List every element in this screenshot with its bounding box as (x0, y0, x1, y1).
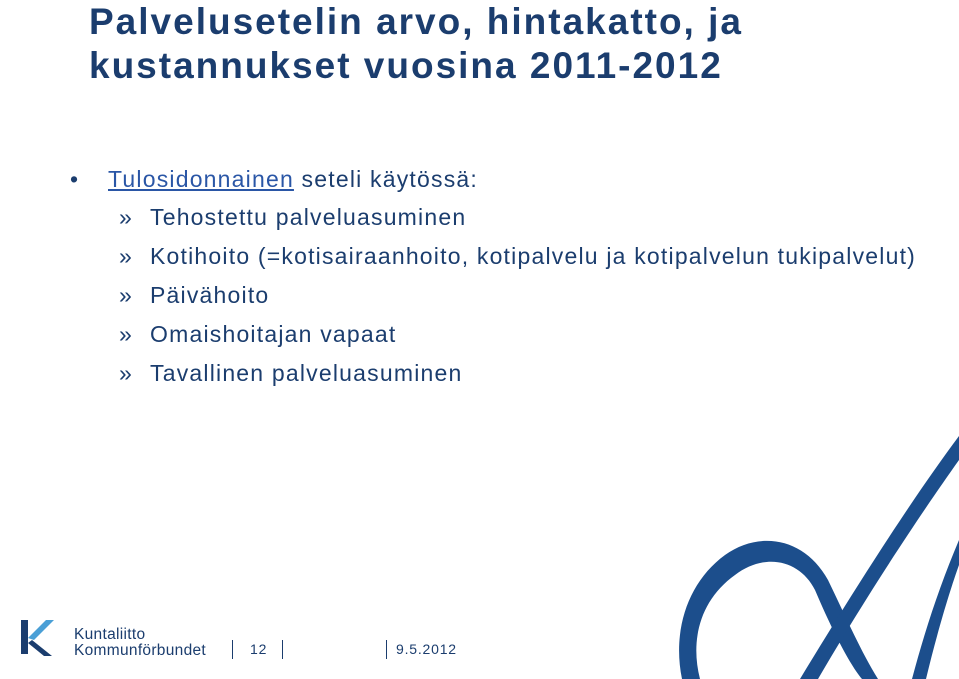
sub-item-label: Tavallinen palveluasuminen (150, 360, 463, 386)
footer-divider (282, 640, 283, 659)
sub-item (70, 279, 940, 312)
sub-item-label: Päivähoito (150, 282, 270, 308)
slide-title: Palvelusetelin arvo, hintakatto, ja kustannukset vuosina 2011-2012 (89, 1, 743, 86)
kuntaliitto-logo (18, 616, 207, 660)
main-bullet (70, 163, 940, 195)
kuntaliitto-logo-icon (18, 616, 58, 660)
sub-item-label: Omaishoitajan vapaat (150, 321, 397, 347)
sub-marker: » (119, 204, 133, 230)
logo-text-line2: Kommunförbundet (74, 642, 207, 659)
bullet-text: seteli käytössä: (293, 166, 478, 192)
sub-item (70, 201, 940, 234)
page-number: 12 (250, 641, 268, 657)
sub-item-label: Tehostettu palveluasuminen (150, 204, 467, 230)
sub-marker: » (119, 282, 133, 308)
footer-divider (386, 640, 387, 659)
slide-content (70, 163, 940, 390)
sub-item (70, 318, 940, 351)
sub-item (70, 240, 940, 273)
tulosidonnainen-link[interactable]: Tulosidonnainen (108, 166, 294, 192)
sub-marker: » (119, 321, 133, 347)
sub-marker: » (119, 360, 133, 386)
slide-date: 9.5.2012 (396, 641, 457, 657)
logo-text-line1: Kuntaliitto (74, 626, 146, 643)
footer-divider (232, 640, 233, 659)
sub-item-label: Kotihoito (=kotisairaanhoito, kotipalvelu ja kotipalvelun tukipalvelut) (150, 243, 917, 269)
bullet-marker: • (70, 166, 80, 192)
sub-item (70, 357, 940, 390)
sub-marker: » (119, 243, 133, 269)
